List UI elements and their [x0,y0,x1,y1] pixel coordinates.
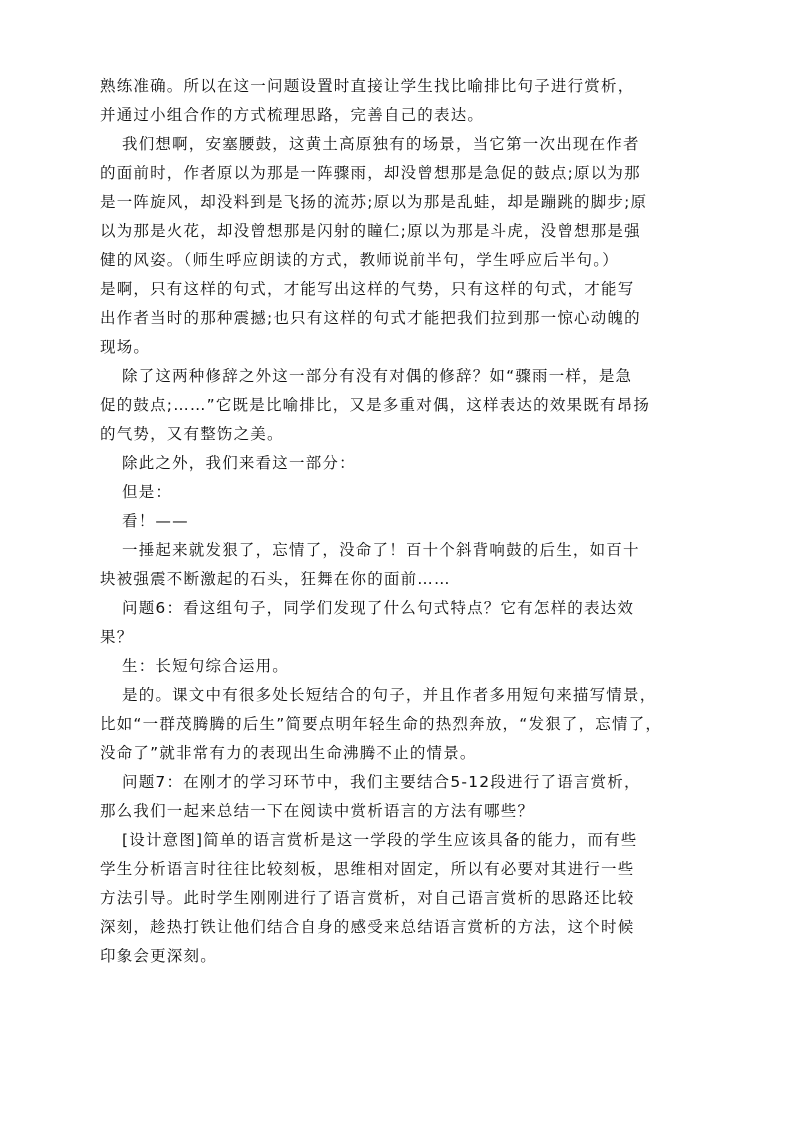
text-line: 我们想啊，安塞腰鼓，这黄土高原独有的场景，当它第一次出现在作者 [122,135,640,153]
text-line: 现场。 [100,338,151,356]
paragraph [100,362,696,449]
text-line: 印象会更深刻。 [100,947,217,965]
paragraph [100,652,696,681]
text-line: 方法引导。此时学生刚刚进行了语言赏析，对自己语言赏析的思路还比较 [100,889,635,907]
text-line: 一捶起来就发狠了，忘情了，没命了！百十个斜背响鼓的后生，如百十 [122,541,640,559]
paragraph [100,130,696,362]
text-line: 的气势，又有整饬之美。 [100,425,284,443]
paragraph [100,681,696,768]
paragraph [100,536,696,594]
text-line: 健的风姿。（师生呼应朗读的方式，教师说前半句，学生呼应后半句。） [100,251,619,269]
paragraph [100,826,696,971]
text-line: 并通过小组合作的方式梳理思路，完善自己的表达。 [100,106,485,124]
text-line: 以为那是火花，却没曾想那是闪射的瞳仁;原以为那是斗虎，没曾想那是强 [100,222,641,240]
text-line: 除此之外，我们来看这一部分： [122,454,356,472]
text-line: 熟练准确。所以在这一问题设置时直接让学生找比喻排比句子进行赏析， [100,77,635,95]
text-line: 比如“一群茂腾腾的后生”简要点明年轻生命的热烈奔放，“发狠了，忘情了， [100,715,663,733]
text-line: 是啊，只有这样的句式，才能写出这样的气势，只有这样的句式，才能写 [100,280,635,298]
document-body [100,72,696,971]
text-line: 的面前时，作者原以为那是一阵骤雨，却没曾想那是急促的鼓点;原以为那 [100,164,641,182]
text-line: 块被强震不断激起的石头，狂舞在你的面前…… [100,570,451,588]
text-line: [设计意图]简单的语言赏析是这一学段的学生应该具备的能力，而有些 [122,831,638,849]
paragraph [100,478,696,507]
paragraph [100,594,696,652]
text-line: 但是： [122,483,173,501]
text-line: 出作者当时的那种震撼;也只有这样的句式才能把我们拉到那一惊心动魄的 [100,309,641,327]
paragraph [100,507,696,536]
paragraph [100,449,696,478]
text-line: 问题6：看这组句子，同学们发现了什么句式特点？它有怎样的表达效 [122,599,635,617]
text-line: 问题7：在刚才的学习环节中，我们主要结合5-12段进行了语言赏析， [122,773,641,791]
text-line: 果？ [100,628,134,646]
text-line: 看！—— [122,512,189,530]
text-line: 除了这两种修辞之外这一部分有没有对偶的修辞？如“骤雨一样，是急 [122,367,633,385]
paragraph [100,72,696,130]
text-line: 学生分析语言时往往比较刻板，思维相对固定，所以有必要对其进行一些 [100,860,635,878]
text-line: 是的。课文中有很多处长短结合的句子，并且作者多用短句来描写情景， [122,686,657,704]
text-line: 是一阵旋风，却没料到是飞扬的流苏;原以为那是乱蛙，却是蹦跳的脚步;原 [100,193,648,211]
text-line: 那么我们一起来总结一下在阅读中赏析语言的方法有哪些？ [100,802,535,820]
text-line: 没命了”就非常有力的表现出生命沸腾不止的情景。 [100,744,477,762]
text-line: 深刻，趁热打铁让他们结合自身的感受来总结语言赏析的方法，这个时候 [100,918,635,936]
paragraph [100,768,696,826]
text-line: 促的鼓点;……”它既是比喻排比，又是多重对偶，这样表达的效果既有昂扬 [100,396,651,414]
text-line: 生：长短句综合运用。 [122,657,290,675]
